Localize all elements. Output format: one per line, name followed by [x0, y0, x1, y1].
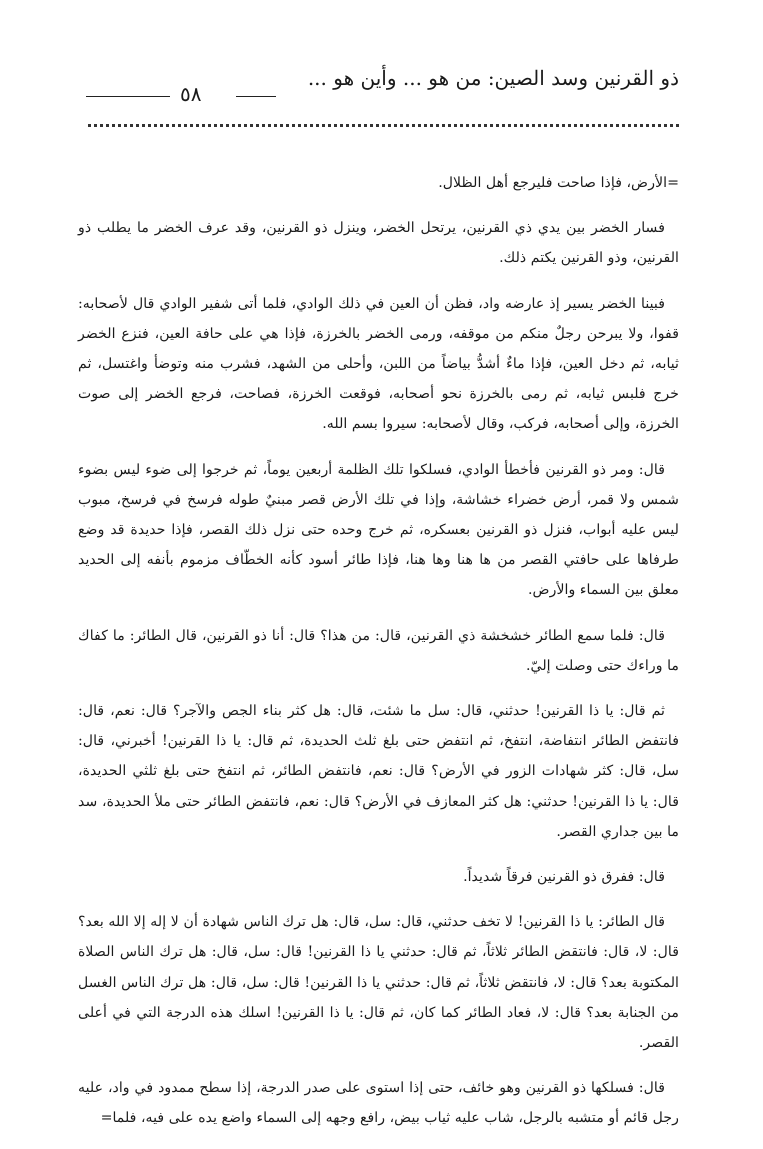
paragraph: قال: ففرق ذو القرنين فرقاً شديداً.: [463, 869, 665, 886]
paragraph: فبينا الخضر يسير إذ عارضه واد، فظن أن العين في ذلك الوادي، فلما أتى شفير الوادي قال لأصحابه: قفوا، ولا يبرحن رجلٌ منكم من موقفه، ورمى الخضر بالخرزة، فإذا هي على حافة العين، فنزع الخضر ثيابه، ثم دخل العين، فإذا ماءٌ أشدُّ بياضاً من اللبن، وأحلى من الشهد، فشرب منه وتوضأ واغتسل، ثم خرج فلبس ثيابه، ثم رمى بالخرزة نحو أصحابه، فوقعت الخرزة، فصاحت، فرجع الخضر إلى صوت الخرزة، وإلى أصحابه، فركب، وقال لأصحابه: سيروا بسم الله.: [78, 295, 679, 433]
header-dotted-divider: [88, 124, 679, 127]
paragraph: قال الطائر: يا ذا القرنين! لا تخف حدثني، قال: سل، قال: هل ترك الناس شهادة أن لا إله إلا الله بعد؟ قال: لا، قال: فانتقض الطائر ثلاثاً، ثم قال: حدثني يا ذا القرنين! قال: سل، قال: هل ترك الناس الصلاة المكتوبة بعد؟ قال: لا، فانتقض ثلاثاً، ثم قال: حدثني يا ذا القرنين! قال: سل، قال: هل ترك الناس الغسل من الجنابة بعد؟ قال: لا، فعاد الطائر كما كان، ثم قال: يا ذا القرنين! اسلك هذه الدرجة التي في أعلى القصر.: [78, 914, 679, 1052]
page-number-block: [86, 82, 266, 108]
running-header: [86, 64, 679, 104]
page-number-rule-right: [236, 96, 276, 97]
page-number: ٥٨: [180, 82, 202, 106]
paragraph: قال: فلما سمع الطائر خشخشة ذي القرنين، قال: من هذا؟ قال: أنا ذو القرنين، قال الطائر: ما كفاك ما وراءك حتى وصلت إليّ.: [78, 627, 679, 674]
paragraph: قال: فسلكها ذو القرنين وهو خائف، حتى إذا استوى على صدر الدرجة، إذا سطح ممدود في واد، عليه رجل قائم أو متشبه بالرجل، شاب عليه ثياب بيض، رافع وجهه إلى السماء واضع يده على فيه، فلما=: [78, 1080, 679, 1127]
body-text: [78, 168, 679, 1149]
page-number-rule-left: [86, 96, 170, 97]
paragraph: =الأرض، فإذا صاحت فليرجع أهل الظلال.: [438, 175, 679, 191]
paragraph: فسار الخضر بين يدي ذي القرنين، يرتحل الخضر، وينزل ذو القرنين، وقد عرف الخضر ما يطلب ذو القرنين، وذو القرنين يكتم ذلك.: [78, 220, 679, 267]
paragraph: قال: ومر ذو القرنين فأخطأ الوادي، فسلكوا تلك الظلمة أربعين يوماً، ثم خرجوا إلى ضوء ليس بضوء شمس ولا قمر، أرض خضراء خشاشة، وإذا في تلك الأرض قصر مبنيٌ طوله فرسخ في فرسخ، مبوب ليس عليه أبواب، فنزل ذو القرنين بعسكره، ثم خرج وحده حتى نزل ذلك القصر، فإذا حديدة قد وضع طرفاها على حافتي القصر من ها هنا وها هنا، فإذا طائر أسود كأنه الخطّاف مزموم بأنفه إلى الحديد معلق بين السماء والأرض.: [78, 461, 679, 599]
paragraph: ثم قال: يا ذا القرنين! حدثني، قال: سل ما شئت، قال: هل كثر بناء الجص والآجر؟ قال: نعم، قال: فانتفض الطائر انتفاضة، انتفخ، ثم انتفض حتى بلغ ثلث الحديدة، ثم قال: يا ذا القرنين! أخبرني، قال: سل، قال: كثر شهادات الزور في الأرض؟ قال: نعم، فانتفض الطائر، ثم انتفخ حتى بلغ ثلثي الحديدة، قال: يا ذا القرنين! حدثني: هل كثر المعازف في الأرض؟ قال: نعم، فانتفض الطائر حتى ملأ الحديدة، سد ما بين جداري القصر.: [78, 703, 679, 840]
book-title: ذو القرنين وسد الصين: من هو ... وأين هو ...: [307, 66, 679, 90]
